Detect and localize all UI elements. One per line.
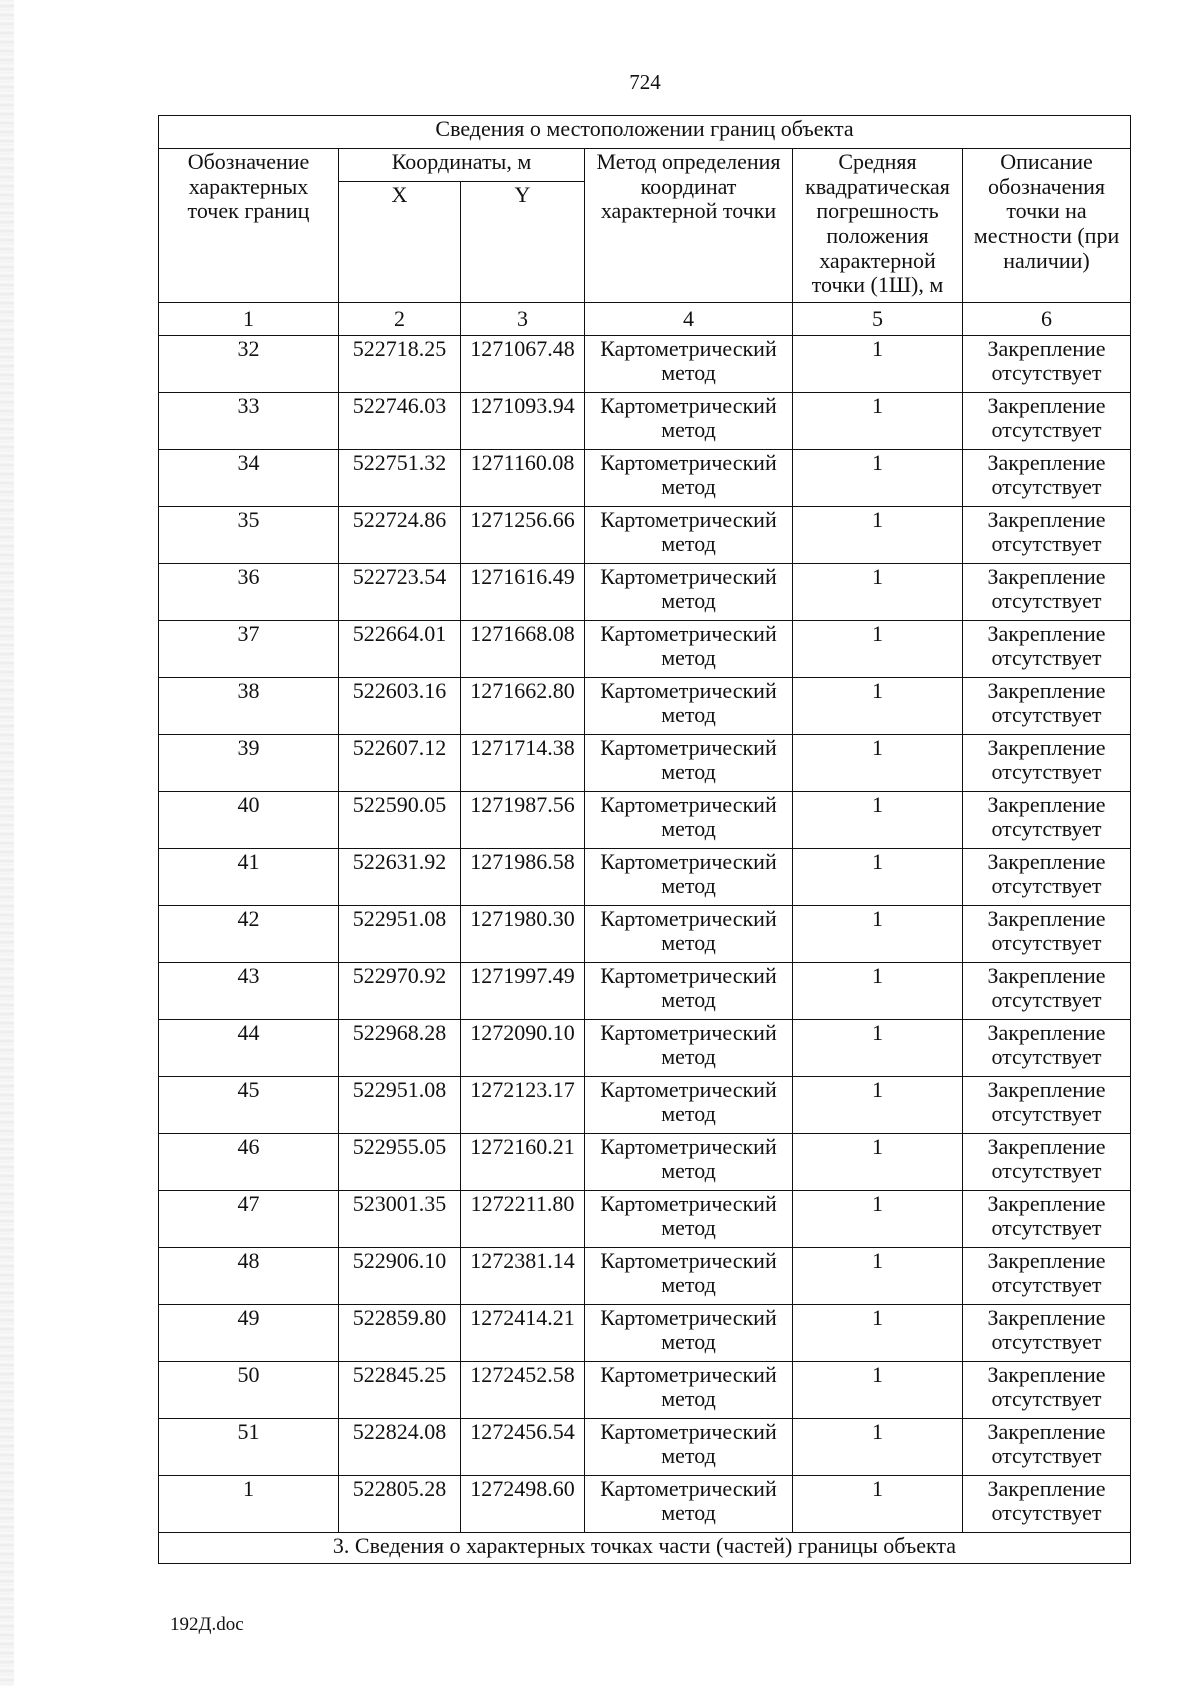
table-row — [159, 621, 1131, 678]
x-cell: 522970.92 — [339, 963, 461, 1020]
table-row — [159, 963, 1131, 1020]
method-cell: Картометрический метод — [585, 450, 793, 507]
point-cell: 32 — [159, 336, 339, 393]
method-cell: Картометрический метод — [585, 1248, 793, 1305]
table-row — [159, 564, 1131, 621]
error-cell: 1 — [793, 792, 963, 849]
y-cell: 1272498.60 — [461, 1476, 585, 1533]
header-x: X — [339, 182, 461, 303]
table-row — [159, 1305, 1131, 1362]
method-cell: Картометрический метод — [585, 735, 793, 792]
x-cell: 522718.25 — [339, 336, 461, 393]
method-cell: Картометрический метод — [585, 336, 793, 393]
table-row — [159, 1134, 1131, 1191]
description-cell: Закрепление отсутствует — [963, 906, 1131, 963]
error-cell: 1 — [793, 393, 963, 450]
error-cell: 1 — [793, 621, 963, 678]
method-cell: Картометрический метод — [585, 792, 793, 849]
table-row — [159, 1020, 1131, 1077]
error-cell: 1 — [793, 1305, 963, 1362]
description-cell: Закрепление отсутствует — [963, 621, 1131, 678]
error-cell: 1 — [793, 1362, 963, 1419]
error-cell: 1 — [793, 1134, 963, 1191]
x-cell: 522746.03 — [339, 393, 461, 450]
table-row — [159, 450, 1131, 507]
table-title: Сведения о местоположении границ объекта — [159, 116, 1131, 149]
table-row — [159, 1248, 1131, 1305]
y-cell: 1272456.54 — [461, 1419, 585, 1476]
error-cell: 1 — [793, 1476, 963, 1533]
column-number: 1 — [159, 303, 339, 336]
x-cell: 522968.28 — [339, 1020, 461, 1077]
description-cell: Закрепление отсутствует — [963, 1362, 1131, 1419]
point-cell: 37 — [159, 621, 339, 678]
description-cell: Закрепление отсутствует — [963, 1020, 1131, 1077]
method-cell: Картометрический метод — [585, 393, 793, 450]
error-cell: 1 — [793, 678, 963, 735]
description-cell: Закрепление отсутствует — [963, 963, 1131, 1020]
y-cell: 1272381.14 — [461, 1248, 585, 1305]
column-number: 2 — [339, 303, 461, 336]
scan-edge — [0, 0, 14, 1686]
error-cell: 1 — [793, 906, 963, 963]
table-row — [159, 792, 1131, 849]
error-cell: 1 — [793, 507, 963, 564]
y-cell: 1271980.30 — [461, 906, 585, 963]
y-cell: 1272414.21 — [461, 1305, 585, 1362]
description-cell: Закрепление отсутствует — [963, 735, 1131, 792]
x-cell: 522607.12 — [339, 735, 461, 792]
y-cell: 1271987.56 — [461, 792, 585, 849]
table-row — [159, 1419, 1131, 1476]
point-cell: 45 — [159, 1077, 339, 1134]
column-number: 5 — [793, 303, 963, 336]
description-cell: Закрепление отсутствует — [963, 1077, 1131, 1134]
y-cell: 1271160.08 — [461, 450, 585, 507]
method-cell: Картометрический метод — [585, 1419, 793, 1476]
point-cell: 50 — [159, 1362, 339, 1419]
y-cell: 1271997.49 — [461, 963, 585, 1020]
error-cell: 1 — [793, 1020, 963, 1077]
y-cell: 1272160.21 — [461, 1134, 585, 1191]
description-cell: Закрепление отсутствует — [963, 507, 1131, 564]
table-row — [159, 507, 1131, 564]
point-cell: 36 — [159, 564, 339, 621]
error-cell: 1 — [793, 336, 963, 393]
method-cell: Картометрический метод — [585, 621, 793, 678]
page-number: 724 — [629, 70, 661, 94]
method-cell: Картометрический метод — [585, 1191, 793, 1248]
coordinates-table — [158, 115, 1131, 1564]
point-cell: 46 — [159, 1134, 339, 1191]
header-method: Метод определения координат характерной точки — [585, 149, 793, 303]
method-cell: Картометрический метод — [585, 906, 793, 963]
description-cell: Закрепление отсутствует — [963, 393, 1131, 450]
point-cell: 44 — [159, 1020, 339, 1077]
method-cell: Картометрический метод — [585, 1134, 793, 1191]
point-cell: 39 — [159, 735, 339, 792]
method-cell: Картометрический метод — [585, 507, 793, 564]
method-cell: Картометрический метод — [585, 1020, 793, 1077]
column-number-row — [159, 303, 1131, 336]
x-cell: 523001.35 — [339, 1191, 461, 1248]
y-cell: 1271093.94 — [461, 393, 585, 450]
description-cell: Закрепление отсутствует — [963, 1134, 1131, 1191]
method-cell: Картометрический метод — [585, 963, 793, 1020]
point-cell: 40 — [159, 792, 339, 849]
table-row — [159, 735, 1131, 792]
error-cell: 1 — [793, 735, 963, 792]
description-cell: Закрепление отсутствует — [963, 792, 1131, 849]
x-cell: 522631.92 — [339, 849, 461, 906]
column-number: 4 — [585, 303, 793, 336]
description-cell: Закрепление отсутствует — [963, 1305, 1131, 1362]
y-cell: 1272090.10 — [461, 1020, 585, 1077]
point-cell: 47 — [159, 1191, 339, 1248]
point-cell: 42 — [159, 906, 339, 963]
method-cell: Картометрический метод — [585, 678, 793, 735]
header-desc: Описание обозначения точки на местности (при наличии) — [963, 149, 1131, 303]
description-cell: Закрепление отсутствует — [963, 1248, 1131, 1305]
error-cell: 1 — [793, 1248, 963, 1305]
method-cell: Картометрический метод — [585, 1476, 793, 1533]
table-row — [159, 336, 1131, 393]
method-cell: Картометрический метод — [585, 1305, 793, 1362]
y-cell: 1271668.08 — [461, 621, 585, 678]
x-cell: 522859.80 — [339, 1305, 461, 1362]
x-cell: 522906.10 — [339, 1248, 461, 1305]
table-row — [159, 906, 1131, 963]
method-cell: Картометрический метод — [585, 849, 793, 906]
y-cell: 1271662.80 — [461, 678, 585, 735]
error-cell: 1 — [793, 564, 963, 621]
method-cell: Картометрический метод — [585, 564, 793, 621]
error-cell: 1 — [793, 450, 963, 507]
point-cell: 41 — [159, 849, 339, 906]
column-number: 6 — [963, 303, 1131, 336]
point-cell: 51 — [159, 1419, 339, 1476]
x-cell: 522824.08 — [339, 1419, 461, 1476]
point-cell: 1 — [159, 1476, 339, 1533]
y-cell: 1271256.66 — [461, 507, 585, 564]
x-cell: 522951.08 — [339, 1077, 461, 1134]
y-cell: 1272123.17 — [461, 1077, 585, 1134]
error-cell: 1 — [793, 1419, 963, 1476]
table-row — [159, 1077, 1131, 1134]
x-cell: 522590.05 — [339, 792, 461, 849]
error-cell: 1 — [793, 1191, 963, 1248]
description-cell: Закрепление отсутствует — [963, 678, 1131, 735]
header-point: Обозначение характерных точек границ — [159, 149, 339, 303]
description-cell: Закрепление отсутствует — [963, 450, 1131, 507]
table-row — [159, 1191, 1131, 1248]
header-error: Средняя квадратическая погрешность положения характерной точки (1Ш), м — [793, 149, 963, 303]
y-cell: 1271616.49 — [461, 564, 585, 621]
y-cell: 1271067.48 — [461, 336, 585, 393]
point-cell: 38 — [159, 678, 339, 735]
table-row — [159, 1476, 1131, 1533]
point-cell: 48 — [159, 1248, 339, 1305]
y-cell: 1272211.80 — [461, 1191, 585, 1248]
method-cell: Картометрический метод — [585, 1362, 793, 1419]
table-row — [159, 849, 1131, 906]
description-cell: Закрепление отсутствует — [963, 1476, 1131, 1533]
header-y: Y — [461, 182, 585, 303]
error-cell: 1 — [793, 1077, 963, 1134]
point-cell: 43 — [159, 963, 339, 1020]
x-cell: 522603.16 — [339, 678, 461, 735]
error-cell: 1 — [793, 849, 963, 906]
x-cell: 522751.32 — [339, 450, 461, 507]
x-cell: 522845.25 — [339, 1362, 461, 1419]
method-cell: Картометрический метод — [585, 1077, 793, 1134]
x-cell: 522805.28 — [339, 1476, 461, 1533]
description-cell: Закрепление отсутствует — [963, 336, 1131, 393]
y-cell: 1271986.58 — [461, 849, 585, 906]
table-row — [159, 393, 1131, 450]
table-row — [159, 678, 1131, 735]
description-cell: Закрепление отсутствует — [963, 1419, 1131, 1476]
x-cell: 522664.01 — [339, 621, 461, 678]
x-cell: 522955.05 — [339, 1134, 461, 1191]
x-cell: 522724.86 — [339, 507, 461, 564]
table-row — [159, 1362, 1131, 1419]
point-cell: 35 — [159, 507, 339, 564]
point-cell: 34 — [159, 450, 339, 507]
point-cell: 49 — [159, 1305, 339, 1362]
point-cell: 33 — [159, 393, 339, 450]
header-coords: Координаты, м — [339, 149, 585, 182]
column-number: 3 — [461, 303, 585, 336]
y-cell: 1271714.38 — [461, 735, 585, 792]
description-cell: Закрепление отсутствует — [963, 564, 1131, 621]
file-name: 192Д.doc — [170, 1614, 244, 1635]
x-cell: 522723.54 — [339, 564, 461, 621]
description-cell: Закрепление отсутствует — [963, 849, 1131, 906]
x-cell: 522951.08 — [339, 906, 461, 963]
description-cell: Закрепление отсутствует — [963, 1191, 1131, 1248]
y-cell: 1272452.58 — [461, 1362, 585, 1419]
error-cell: 1 — [793, 963, 963, 1020]
section-heading: 3. Сведения о характерных точках части (частей) границы объекта — [159, 1533, 1131, 1564]
